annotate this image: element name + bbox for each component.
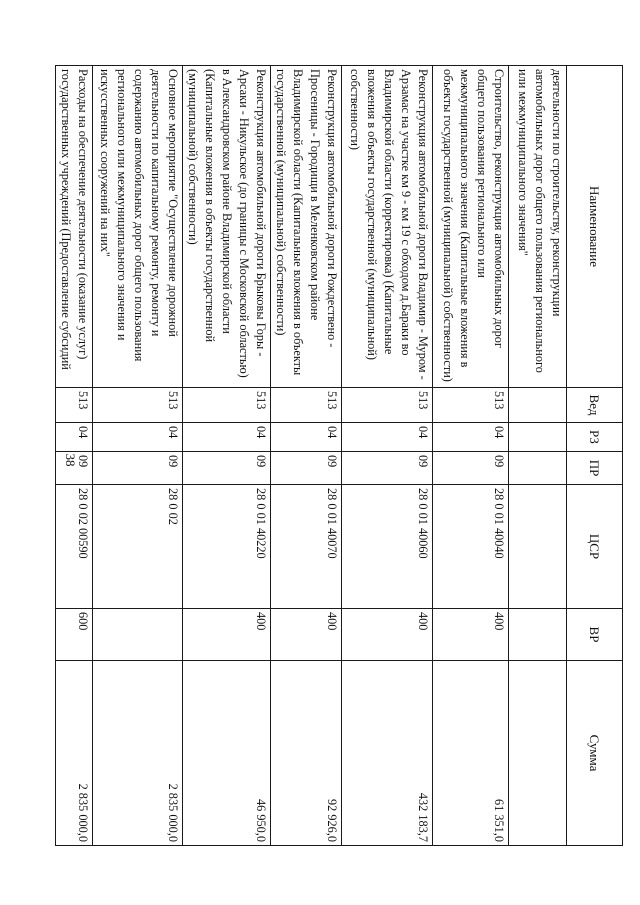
table-row xyxy=(271,66,342,846)
cell-csr xyxy=(509,485,567,609)
cell-sum: 432 183,7 xyxy=(342,661,433,846)
header-ved: Вед xyxy=(567,388,623,423)
header-name: Наименование xyxy=(567,66,623,388)
cell-csr: 28 0 01 40070 xyxy=(271,485,342,609)
table-row xyxy=(509,66,567,846)
cell-rz: 04 xyxy=(183,423,271,452)
table-row xyxy=(93,66,183,846)
cell-ved: 513 xyxy=(271,388,342,423)
cell-ved xyxy=(509,388,567,423)
cell-sum: 2 835 000,0 xyxy=(93,661,183,846)
header-vr: ВР xyxy=(567,609,623,661)
table-row xyxy=(342,66,433,846)
cell-csr: 28 0 02 00590 xyxy=(56,485,93,609)
cell-ved: 513 xyxy=(56,388,93,423)
cell-vr: 400 xyxy=(433,609,509,661)
cell-csr: 28 0 02 xyxy=(93,485,183,609)
cell-rz: 04 xyxy=(433,423,509,452)
cell-pr: 09 xyxy=(183,452,271,485)
table-row xyxy=(183,66,271,846)
cell-sum: 46 950,0 xyxy=(183,661,271,846)
cell-vr xyxy=(93,609,183,661)
cell-name: Расходы на обеспечение деятельности (оказание услуг) государственных учреждений (Предоставление субсидий xyxy=(56,66,93,388)
header-rz: РЗ xyxy=(567,423,623,452)
cell-sum: 2 835 000,0 xyxy=(56,661,93,846)
cell-pr: 09 xyxy=(93,452,183,485)
cell-rz: 04 xyxy=(342,423,433,452)
cell-name: Реконструкция автомобильной дороги Рождествено - Просеницы - Городищи в Меленковском районе Владимирской области (Капитальные вложения в объекты государственной (муниципальной) собственности) xyxy=(271,66,342,388)
cell-pr: 09 xyxy=(433,452,509,485)
cell-rz: 04 xyxy=(56,423,93,452)
cell-vr: 600 xyxy=(56,609,93,661)
header-csr: ЦСР xyxy=(567,485,623,609)
cell-ved: 513 xyxy=(183,388,271,423)
cell-vr: 400 xyxy=(183,609,271,661)
table-row xyxy=(433,66,509,846)
cell-name: Строительство, реконструкция автомобильных дорог общего пользования регионального или межмуниципального значения (Капитальные вложения в объекты государственной (муниципальной) собственности) xyxy=(433,66,509,388)
cell-ved: 513 xyxy=(342,388,433,423)
cell-pr: 09 xyxy=(342,452,433,485)
cell-csr: 28 0 01 40220 xyxy=(183,485,271,609)
header-pr: ПР xyxy=(567,452,623,485)
cell-name: Реконструкция автомобильной дороги Брыковы Горы - Арсаки - Никульское (до границы с Московской областью) в Александровском районе Владимирской области (Капитальные вложения в объекты государственной (муниципальной) собственности) xyxy=(183,66,271,388)
cell-sum xyxy=(509,661,567,846)
cell-name: Реконструкция автомобильной дороги Владимир - Муром - Арзамас на участке км 9 - км 19 с обходом д.Бараки во Владимирской области (корректировка) (Капитальные вложения в объекты государственной (муниципальной) собственности) xyxy=(342,66,433,388)
cell-rz xyxy=(509,423,567,452)
page-number: 38 xyxy=(63,453,78,467)
cell-pr xyxy=(509,452,567,485)
cell-rz: 04 xyxy=(93,423,183,452)
cell-ved: 513 xyxy=(93,388,183,423)
cell-name: деятельности по строительству, реконструкции автомобильных дорог общего пользования регионального или межмуниципального значения" xyxy=(509,66,567,388)
cell-rz: 04 xyxy=(271,423,342,452)
cell-pr: 09 xyxy=(56,452,93,485)
cell-csr: 28 0 01 40060 xyxy=(342,485,433,609)
cell-pr: 09 xyxy=(271,452,342,485)
header-sum: Сумма xyxy=(567,661,623,846)
table-row xyxy=(56,66,93,846)
cell-sum: 61 351,0 xyxy=(433,661,509,846)
budget-table xyxy=(55,65,623,846)
cell-vr: 400 xyxy=(271,609,342,661)
cell-sum: 92 926,0 xyxy=(271,661,342,846)
table-header-row xyxy=(567,66,623,846)
cell-vr xyxy=(509,609,567,661)
cell-csr: 28 0 01 40040 xyxy=(433,485,509,609)
cell-ved: 513 xyxy=(433,388,509,423)
cell-name: Основное мероприятие "Осуществление дорожной деятельности по капитальному ремонту, ремонту и содержанию автомобильных дорог общего пользования регионального или межмуниципального значения и искусственных сооружений на них" xyxy=(93,66,183,388)
cell-vr: 400 xyxy=(342,609,433,661)
